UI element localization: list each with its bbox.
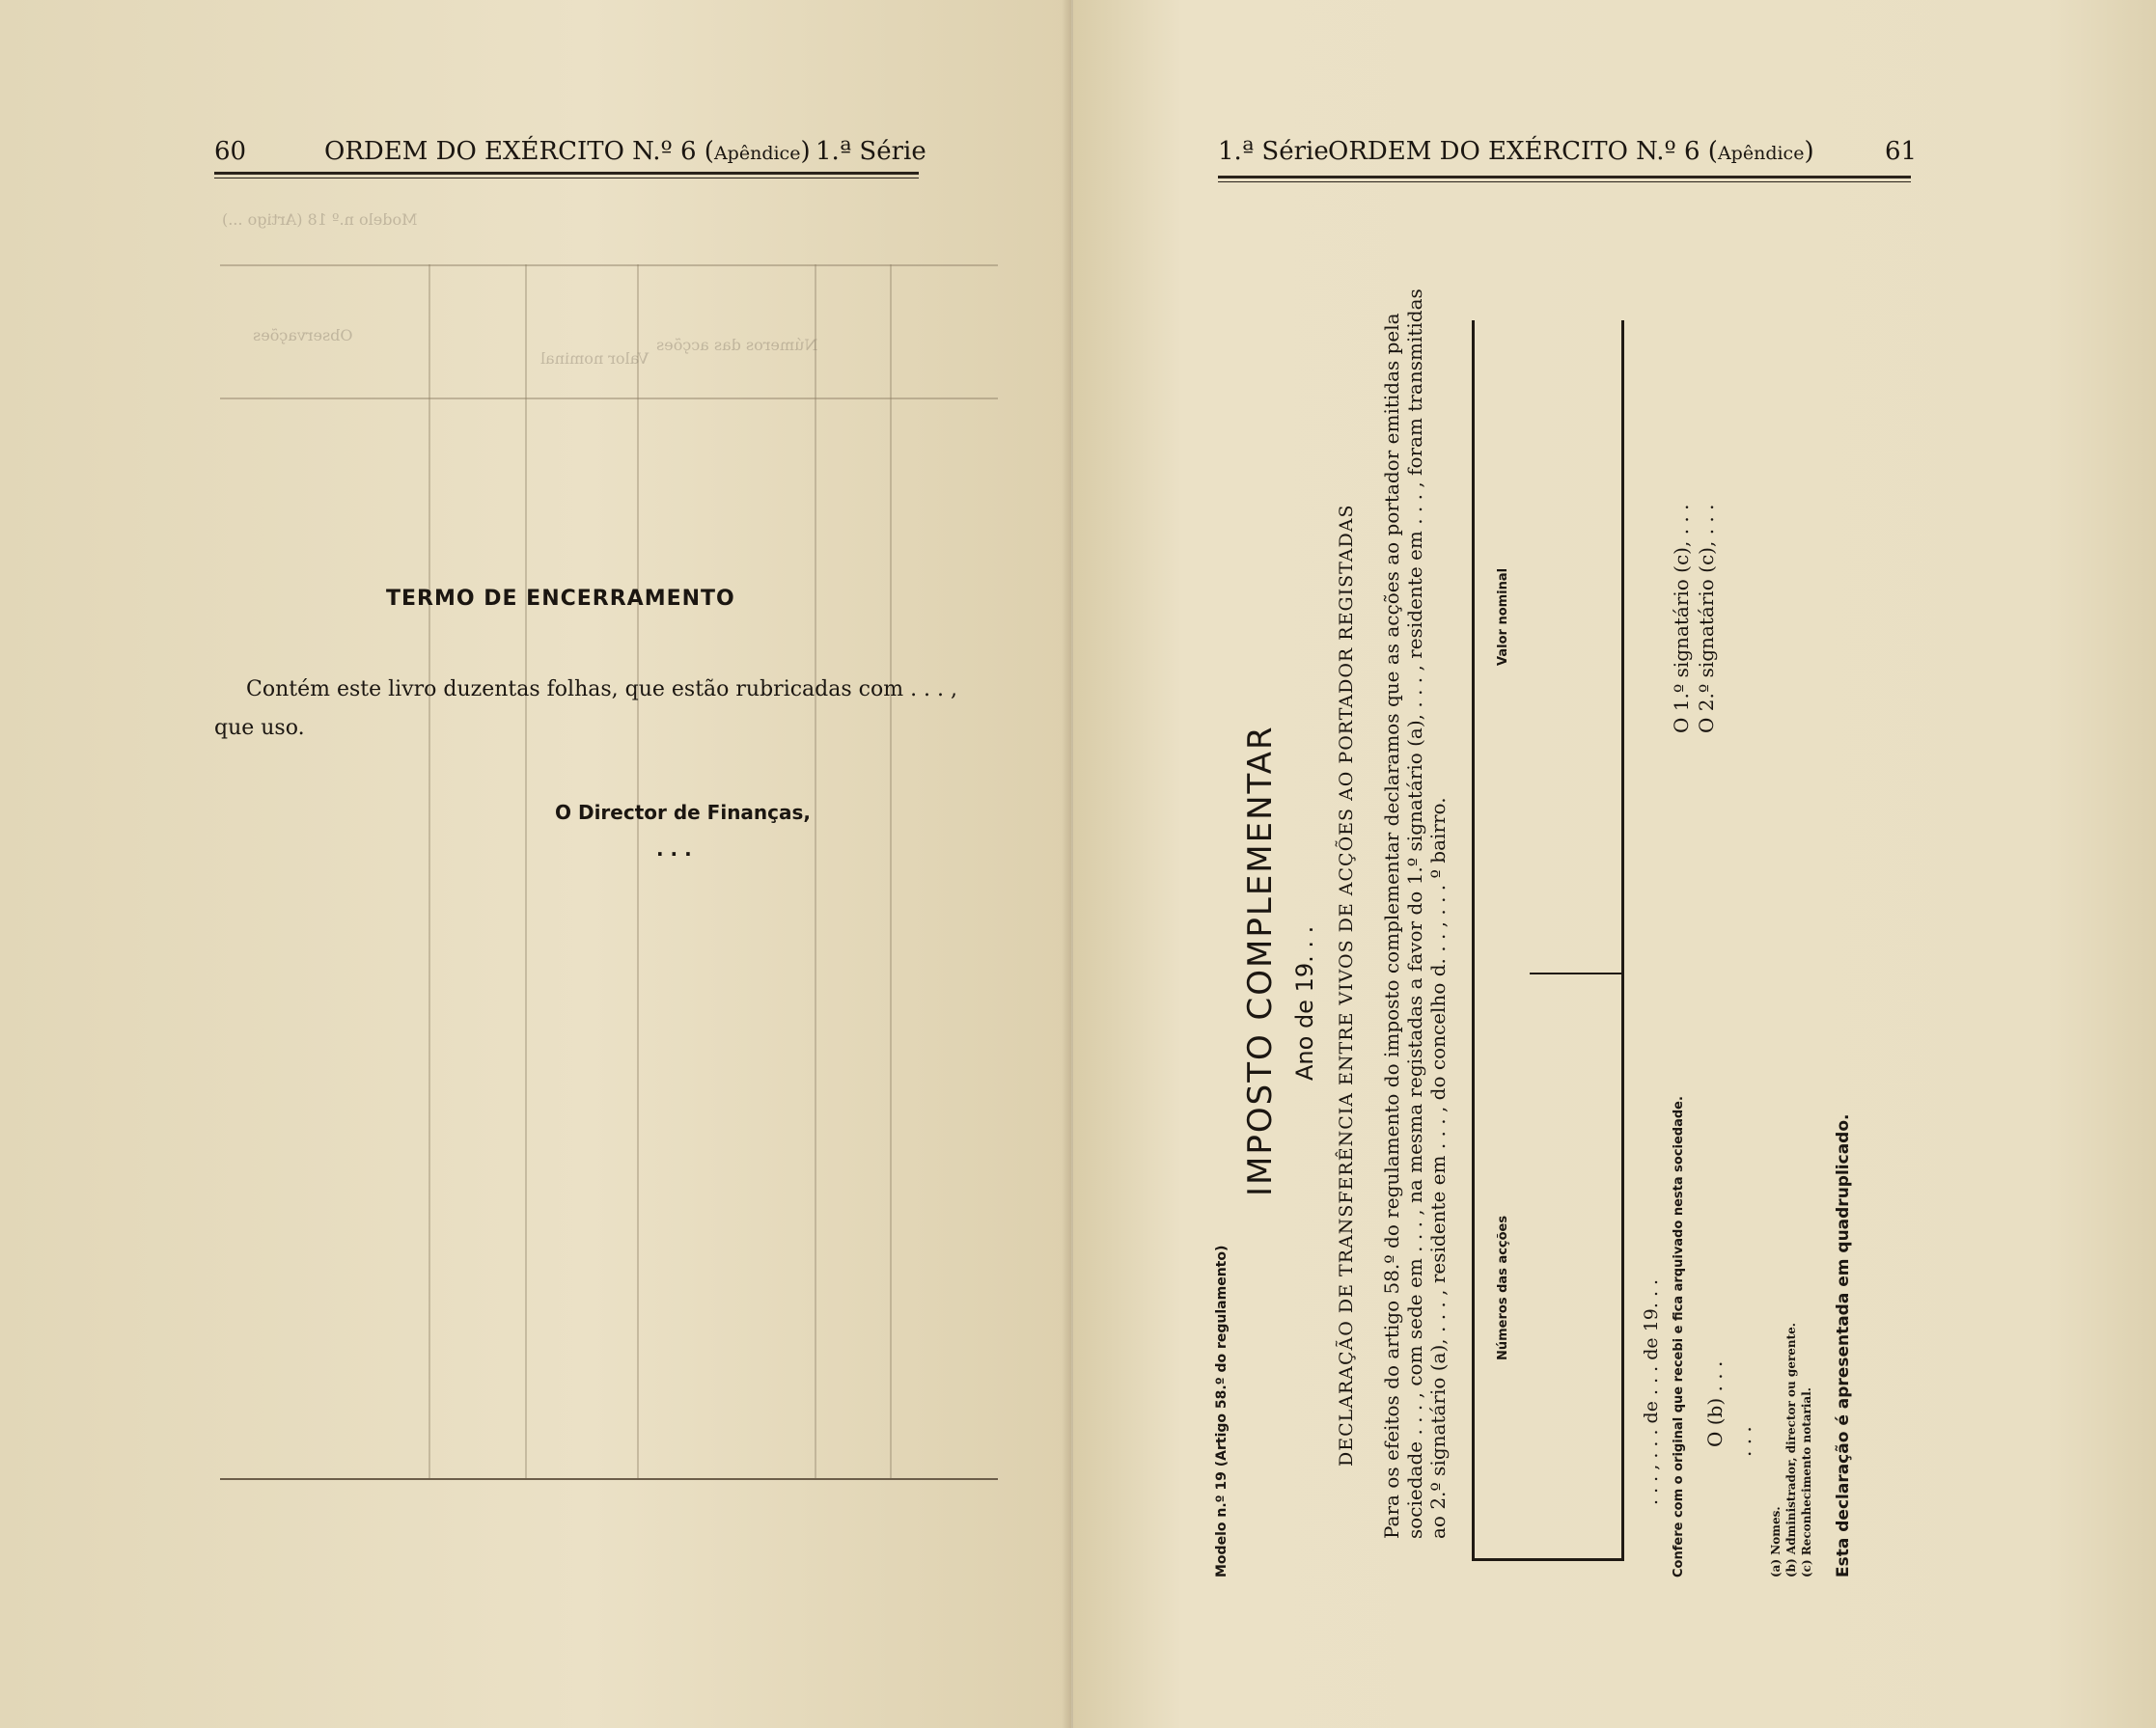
footnote-a: (a) Nomes. [1769,1506,1783,1577]
header-rule [214,172,919,175]
ghost-rule [220,398,998,399]
form-title: IMPOSTO COMPLEMENTAR [1241,725,1280,1196]
ghost-model-text: Modelo n.º 18 (Artigo ...) [222,210,418,229]
left-page [0,0,1071,1728]
title-suffix: ) [1804,137,1814,166]
ghost-col-text: Observações [253,326,353,344]
form-date-line: . . . , . . . de . . . de 19. . . [1641,1278,1662,1505]
table-rule [1530,973,1621,974]
form-officer-dots: . . . [1732,1426,1755,1457]
form-officer: O (b) . . . [1703,1360,1727,1447]
ghost-rule [220,264,998,266]
title-prefix: ORDEM DO EXÉRCITO N.º 6 ( [1328,137,1718,166]
ghost-col-line [815,264,816,1478]
ghost-col-line [637,264,639,1478]
footnote-c: (c) Reconhecimento notarial. [1800,1387,1813,1577]
ghost-col-line [890,264,892,1478]
title-small: Apêndice [1717,143,1805,164]
closing-title: TERMO DE ENCERRAMENTO [386,587,735,611]
table-rule [1472,320,1475,1561]
ghost-col-line [428,264,430,1478]
closing-text-line-2: que uso. [214,716,305,740]
form-signer-2: O 2.º signatário (c), . . . [1695,504,1718,733]
signature-title: O Director de Finanças, [555,801,812,824]
form-declaration: DECLARAÇÃO DE TRANSFERÊNCIA ENTRE VIVOS DE ACÇÕES AO PORTADOR REGISTADAS [1336,504,1357,1467]
column-value: Valor nominal [1496,567,1510,666]
ghost-col-line [525,264,527,1478]
title-suffix: ) [800,137,811,166]
rotated-form [1206,77,2156,1582]
form-year: Ano de 19. . . [1291,925,1318,1081]
column-numbers: Números das acções [1496,1215,1510,1360]
series-right: 1.ª Série [1218,137,1329,166]
form-final-note: Esta declaração é apresentada em quadruplicado. [1834,1113,1853,1577]
form-signer-1: O 1.º signatário (c), . . . [1670,504,1693,733]
bottom-rule [220,1478,998,1480]
ghost-col-text: Números das acções [656,336,818,354]
form-conference: Confere com o original que recebi e fica arquivado nesta sociedade. [1672,1096,1686,1577]
ghost-col-text: Valor nominal [540,349,650,368]
table-rule [1472,1558,1624,1561]
title-small: Apêndice [713,143,801,164]
signature-dots: . . . [656,837,692,861]
form-model-ref: Modelo n.º 19 (Artigo 58.º do regulamento) [1214,1245,1230,1577]
page-number-right: 61 [1885,137,1918,166]
closing-text-line-1: Contém este livro duzentas folhas, que estão rubricadas com . . . , [246,677,958,701]
page-number-left: 60 [214,137,247,166]
title-prefix: ORDEM DO EXÉRCITO N.º 6 ( [324,137,714,166]
form-paragraph: Para os efeitos do artigo 58.º do regulamento do imposto complementar declaramos que as acções ao portador emitidas pela sociedade . . . , com sede em . . . , na mesma registadas a favor do 1.º signatário (a), . . . , residente em . . . , foram transmitidas ao 2.º signatário (a), . . . , residente em . . . , do concelho d. . . , . . . º bairro. [1380,288,1450,1539]
table-rule [1621,320,1624,1561]
series-left: 1.ª Série [815,137,926,166]
running-title-left [324,137,811,166]
footnote-b: (b) Administrador, director ou gerente. [1784,1323,1798,1577]
